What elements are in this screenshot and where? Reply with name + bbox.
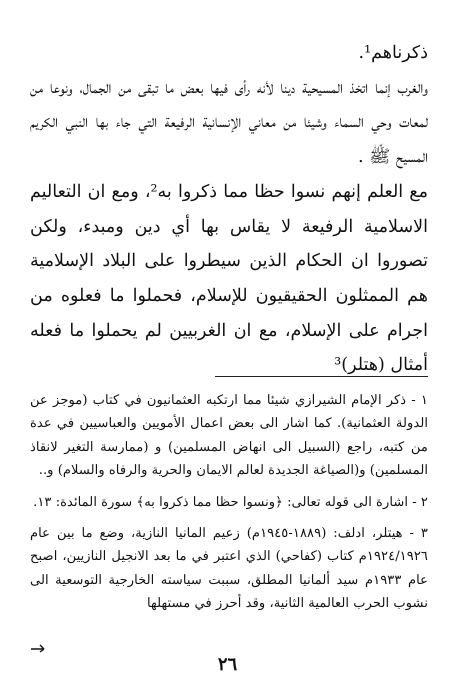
body-paragraph: مع العلم إنهم نسوا حظا مما ذكروا به²، ومع ان التعاليم الاسلامية الرفيعة لا يقاس بها أي دين ومبدء، ولكن تصوروا ان الحكام الذين سيطروا على البلاد الإسلامية هم الممثلون الحقيقيون للإسلام، فحملوا ما فعلوه من اجرام على الإسلام، مع ان الغربيين لم يحملوا ما فعله أمثال (هتلر)³ xyxy=(30,181,428,376)
main-text xyxy=(30,36,428,383)
body-paragraph: ذكرناهم¹. xyxy=(358,43,428,63)
footnote: ٣ - هيتلر، ادلف: (١٨٨٩-١٩٤٥م) زعيم المانيا النازية، وضع ما بين عام ١٩٢٤/١٩٢٦م كتاب (كفاحي) الذي اعتبر في ما بعد الانجيل النازيين، اصبح عام ١٩٣٣م سيد ألمانيا المطلق، سببت سياسته الخارجية التوسعية الى نشوب الحرب العالمية الثانية، وقد أحرز في مستهلها xyxy=(30,526,428,612)
footnotes xyxy=(30,389,428,616)
footnote: ٢ - اشارة الى قوله تعالى: ﴿ونسوا حظا مما ذكروا به﴾ سورة المائدة: ١٣. xyxy=(33,494,428,510)
body-paragraph: والغرب إنما اتخذ المسيحية دينا لأنه رأى فيها بعض ما تبقى من الجمال، ونوعا من لمعات وحي السماء وشيئا من معاني الإنسانية الرفيعة التي جاء بها النبي الكريم المسيح ﷺ . xyxy=(30,77,428,168)
footnote-divider xyxy=(215,376,428,377)
page-number: ٢٦ xyxy=(217,654,238,675)
footnote: ١ - ذكر الإمام الشيرازي شيئا مما ارتكبه العثمانيون في كتاب (موجز عن الدولة العثمانية). كما اشار الى بعض اعمال الأمويين والعباسيين في عدة من كتبه، راجع (السبيل الى انهاض المسلمين) و (ممارسة التغير لانقاذ المسلمين) و(الصياغة الجديدة لعالم الايمان والحرية والرفاه والسلام) و.. xyxy=(30,393,428,479)
